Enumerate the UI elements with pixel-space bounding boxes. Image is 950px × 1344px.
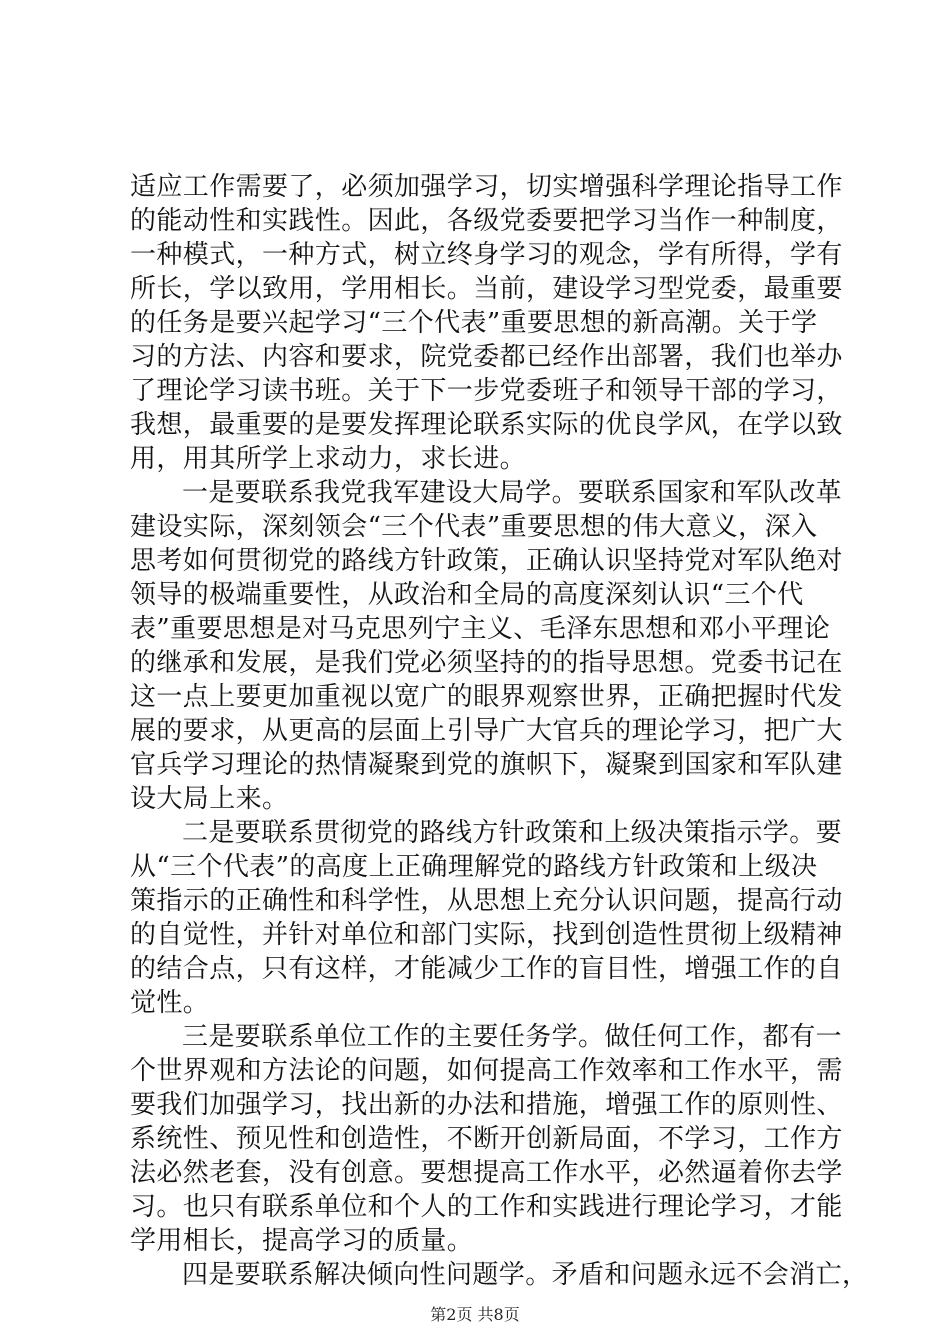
text-line: 学用相长，提高学习的质量。 <box>130 1226 474 1256</box>
text-line: 策指示的正确性和科学性，从思想上充分认识问题，提高行动 <box>130 886 843 916</box>
text-line: 用，用其所学上求动力，求长进。 <box>130 444 527 474</box>
text-line: 的能动性和实践性。因此，各级党委要把学习当作一种制度， <box>130 206 843 236</box>
text-line: 领导的极端重要性，从政治和全局的高度深刻认识“三个代 <box>130 580 804 610</box>
text-line: 系统性、预见性和创造性，不断开创新局面，不学习，工作方 <box>130 1124 843 1154</box>
text-line: 觉性。 <box>130 988 210 1018</box>
paragraph-start-line: 二是要联系贯彻党的路线方针政策和上级决策指示学。要 <box>182 818 843 848</box>
text-line: 展的要求，从更高的层面上引导广大官兵的理论学习，把广大 <box>130 716 843 746</box>
text-line: 官兵学习理论的热情凝聚到党的旗帜下，凝聚到国家和军队建 <box>130 750 843 780</box>
text-line: 个世界观和方法论的问题，如何提高工作效率和工作水平，需 <box>130 1056 843 1086</box>
text-line: 要我们加强学习，找出新的办法和措施，增强工作的原则性、 <box>130 1090 843 1120</box>
text-line: 适应工作需要了，必须加强学习，切实增强科学理论指导工作 <box>130 172 843 202</box>
text-line: 这一点上要更加重视以宽广的眼界观察世界，正确把握时代发 <box>130 682 843 712</box>
paragraph-start-line: 三是要联系单位工作的主要任务学。做任何工作，都有一 <box>182 1022 843 1052</box>
text-line: 的结合点，只有这样，才能减少工作的盲目性，增强工作的自 <box>130 954 843 984</box>
text-line: 所长，学以致用，学用相长。当前，建设学习型党委，最重要 <box>130 274 843 304</box>
paragraph-start-line: 一是要联系我党我军建设大局学。要联系国家和军队改革 <box>182 478 843 508</box>
text-line: 习。也只有联系单位和个人的工作和实践进行理论学习，才能 <box>130 1192 843 1222</box>
text-line: 思考如何贯彻党的路线方针政策，正确认识坚持党对军队绝对 <box>130 546 843 576</box>
text-line: 习的方法、内容和要求，院党委都已经作出部署，我们也举办 <box>130 342 843 372</box>
text-line: 一种模式，一种方式，树立终身学习的观念，学有所得，学有 <box>130 240 843 270</box>
text-line: 我想，最重要的是要发挥理论联系实际的优良学风，在学以致 <box>130 410 843 440</box>
page-number-footer: 第2页 共8页 <box>430 1305 520 1324</box>
text-line: 从“三个代表”的高度上正确理解党的路线方针政策和上级决 <box>130 852 818 882</box>
text-line: 了理论学习读书班。关于下一步党委班子和领导干部的学习， <box>130 376 843 406</box>
text-line: 设大局上来。 <box>130 784 289 814</box>
text-line: 表”重要思想是对马克思列宁主义、毛泽东思想和邓小平理论 <box>130 614 831 644</box>
paragraph-start-line: 四是要联系解决倾向性问题学。矛盾和问题永远不会消亡， <box>182 1260 869 1290</box>
text-line: 的继承和发展，是我们党必须坚持的的指导思想。党委书记在 <box>130 648 843 678</box>
text-line: 建设实际，深刻领会“三个代表”重要思想的伟大意义，深入 <box>130 512 818 542</box>
text-line: 的自觉性，并针对单位和部门实际，找到创造性贯彻上级精神 <box>130 920 843 950</box>
text-line: 法必然老套，没有创意。要想提高工作水平，必然逼着你去学 <box>130 1158 843 1188</box>
text-line: 的任务是要兴起学习“三个代表”重要思想的新高潮。关于学 <box>130 308 818 338</box>
